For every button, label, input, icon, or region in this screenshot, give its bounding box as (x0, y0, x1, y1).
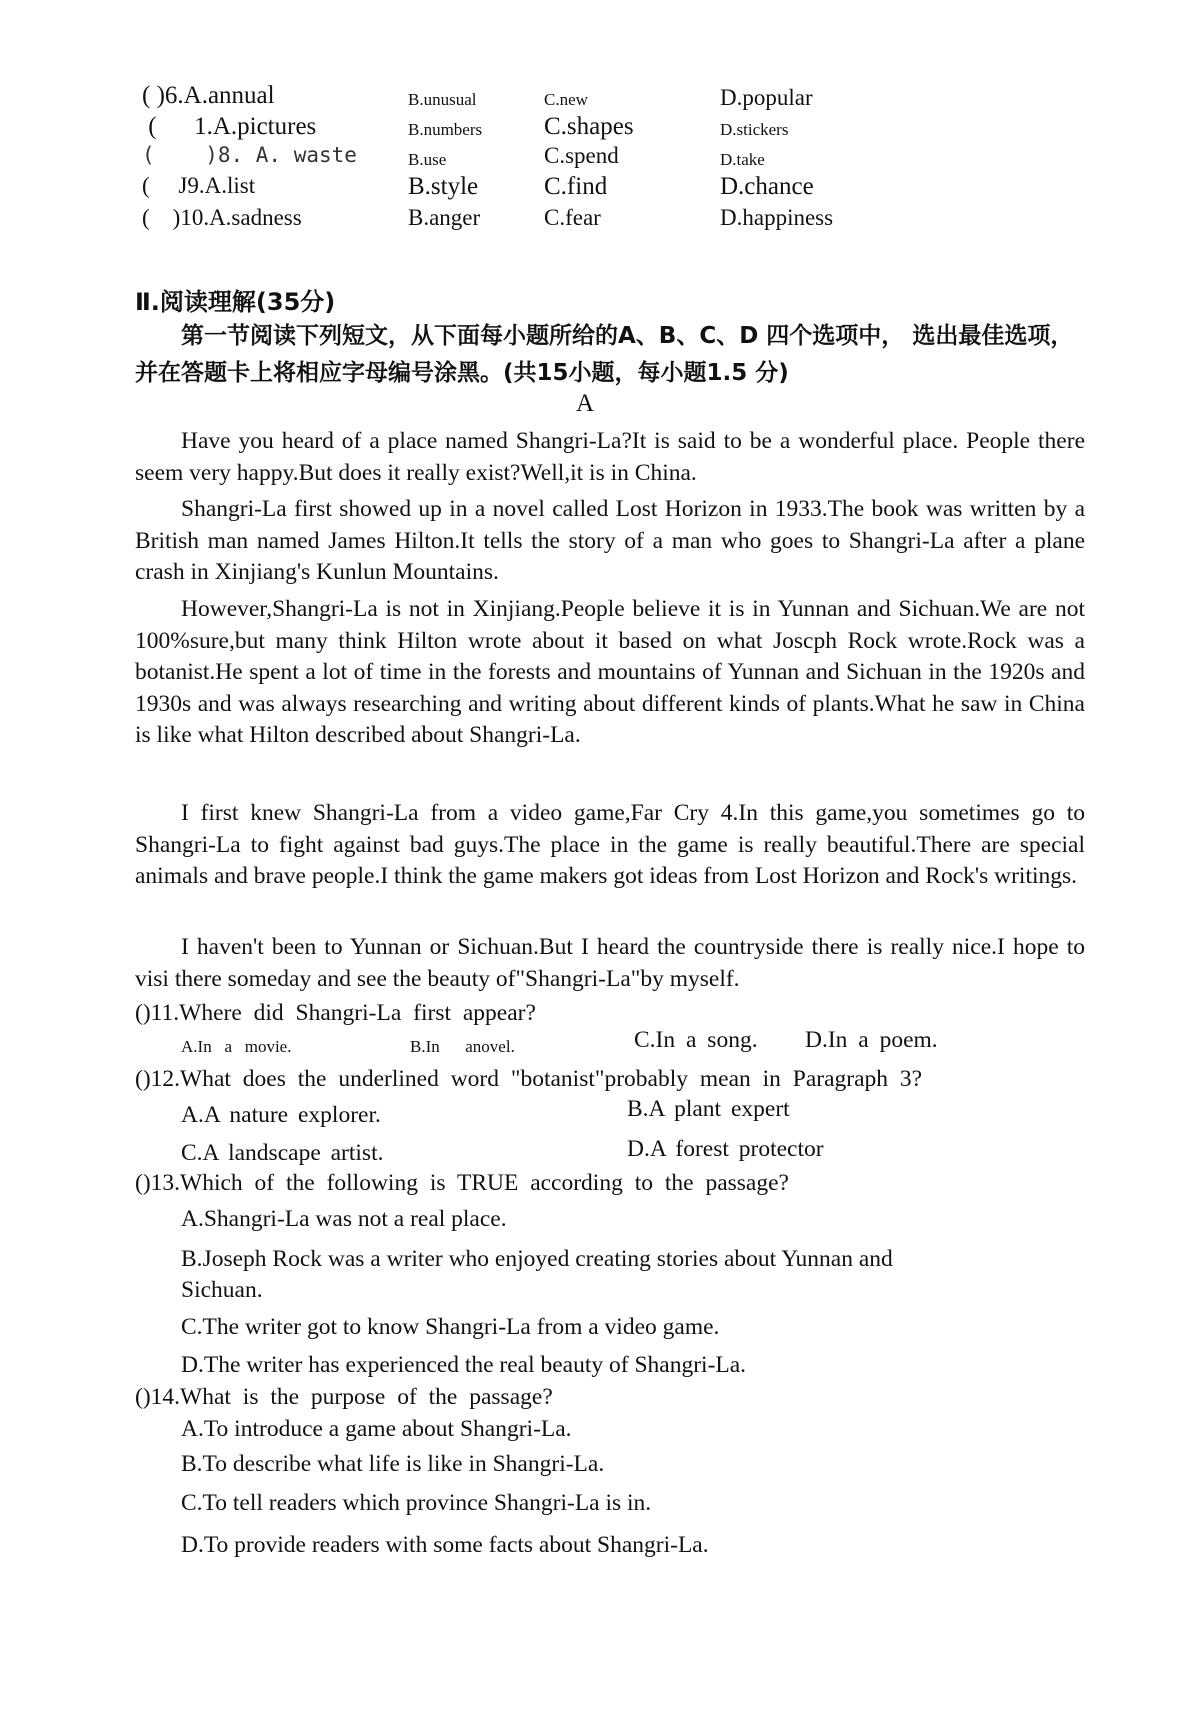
question-11-option-b: B.In anovel. (410, 1037, 515, 1056)
cloze-q7-option-b: B.numbers (408, 120, 483, 139)
question-12-option-d: D.A forest protector (627, 1136, 824, 1162)
question-13-option-a: A.Shangri-La was not a real place. (181, 1206, 507, 1232)
cloze-row-7 (130, 113, 1130, 145)
cloze-q9-option-b: B.style (408, 173, 479, 200)
cloze-row-8 (130, 143, 1130, 175)
passage-paragraph-1: Have you heard of a place named Shangri-La?It is said to be a wonderful place. People there seem very happy.But does it really exist?Well,it is in China. (135, 428, 1085, 486)
passage-paragraph-3: However,Shangri-La is not in Xinjiang.People believe it is in Yunnan and Sichuan.We are not 100%sure,but many think Hilton wrote about it based on what Joscph Rock wrote.Rock was a botanist.He spent a lot of time in the forests and mountains of Yunnan and Sichuan in the 1920s and 1930s and was always researching and writing about different kinds of plants.What he saw in China is like what Hilton described about Shangri-La. (135, 596, 1085, 748)
cloze-q6-option-b: B.unusual (408, 90, 477, 109)
passage-paragraph-5: I haven't been to Yunnan or Sichuan.But I heard the countryside there is really nice.I hope to visi there someday and see the beauty of"Shangri-La"by myself. (135, 934, 1085, 992)
question-12-option-a: A.A nature explorer. (181, 1102, 381, 1128)
section-title: Ⅱ.阅读理解(35分) (135, 288, 336, 316)
cloze-q10-option-b: B.anger (408, 205, 481, 230)
cloze-q7-option-c: C.shapes (544, 113, 634, 140)
passage-paragraph-2: Shangri-La first showed up in a novel called Lost Horizon in 1933.The book was written by a British man named James Hilton.It tells the story of a man who goes to Shangri-La after a plane crash in Xinjiang's Kunlun Mountains. (135, 496, 1085, 585)
cloze-q8-option-d: D.take (720, 150, 765, 169)
cloze-q7-option-d: D.stickers (720, 120, 789, 139)
question-14-option-c: C.To tell readers which province Shangri-La is in. (181, 1490, 652, 1516)
passage-label: A (575, 390, 595, 417)
section-instructions: 第一节阅读下列短文，从下面每小题所给的A、B、C、D 四个选项中， 选出最佳选项，并在答题卡上将相应字母编号涂黑。(共15小题，每小题1.5 分) (135, 323, 1074, 386)
cloze-q6-option-a: ( )6.A.annual (142, 82, 275, 109)
question-13-stem: ()13.Which of the following is TRUE according to the passage? (135, 1170, 789, 1196)
cloze-q10-option-a: ( )10.A.sadness (142, 205, 302, 230)
question-13-option-b: B.Joseph Rock was a writer who enjoyed creating stories about Yunnan and (181, 1246, 893, 1272)
question-13-option-d: D.The writer has experienced the real beauty of Shangri-La. (181, 1352, 747, 1378)
passage-paragraph-4: I first knew Shangri-La from a video game,Far Cry 4.In this game,you sometimes go to Shangri-La to fight against bad guys.The place in the game is really beautiful.There are special animals and brave people.I think the game makers got ideas from Lost Horizon and Rock's writings. (135, 800, 1085, 889)
cloze-q10-option-d: D.happiness (720, 205, 834, 230)
question-11-stem: ()11.Where did Shangri-La first appear? (135, 1000, 536, 1026)
cloze-row-9 (130, 173, 1130, 205)
cloze-q8-option-c: C.spend (544, 143, 619, 168)
cloze-q6-option-d: D.popular (720, 85, 813, 110)
question-14-option-a: A.To introduce a game about Shangri-La. (181, 1416, 572, 1442)
question-12-option-c: C.A landscape artist. (181, 1140, 384, 1166)
question-14-option-d: D.To provide readers with some facts about Shangri-La. (181, 1532, 709, 1558)
question-12-stem: ()12.What does the underlined word "botanist"probably mean in Paragraph 3? (135, 1066, 923, 1092)
cloze-q8-option-a: ( )8. A. waste (142, 143, 357, 167)
question-11-option-a: A.In a movie. (181, 1037, 292, 1056)
cloze-q6-option-c: C.new (544, 90, 588, 109)
cloze-q9-option-c: C.find (544, 173, 608, 200)
cloze-q9-option-a: ( J9.A.list (142, 173, 256, 198)
question-13-option-b-continued: Sichuan. (181, 1277, 263, 1303)
cloze-row-10 (130, 205, 1130, 237)
question-14-option-b: B.To describe what life is like in Shangri-La. (181, 1451, 605, 1477)
cloze-row-6 (130, 82, 1130, 114)
cloze-q8-option-b: B.use (408, 150, 447, 169)
question-13-option-c: C.The writer got to know Shangri-La from a video game. (181, 1314, 720, 1340)
cloze-q10-option-c: C.fear (544, 205, 601, 230)
question-14-stem: ()14.What is the purpose of the passage? (135, 1384, 553, 1410)
question-11-option-d: D.In a poem. (805, 1027, 938, 1053)
question-12-option-b: B.A plant expert (627, 1096, 790, 1122)
cloze-q9-option-d: D.chance (720, 173, 814, 200)
cloze-q7-option-a: ( 1.A.pictures (142, 113, 317, 140)
question-11-option-c: C.In a song. (634, 1027, 758, 1053)
